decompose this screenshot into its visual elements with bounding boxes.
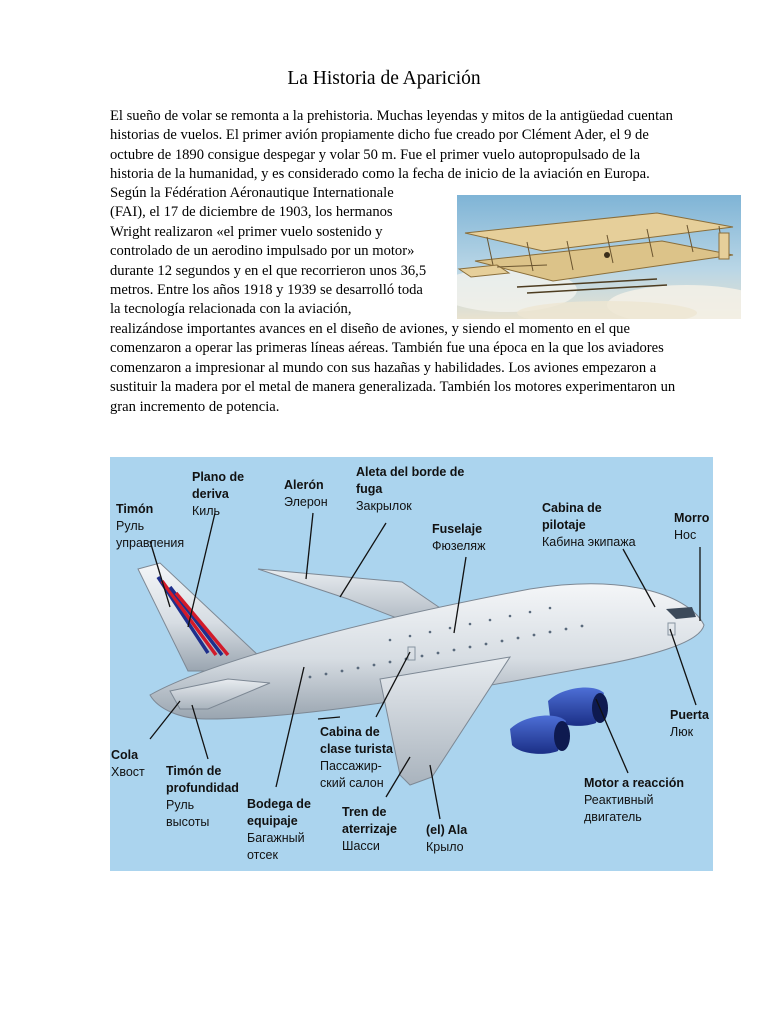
label-tren-spanish: aterrizaje [342, 822, 397, 836]
text-line: historias de vuelos. El primer avión propiamente dicho fue creado por Clément Ader, el 9 de [110, 127, 649, 144]
label-cabina-turista-spanish: Cabina de [320, 725, 380, 739]
label-timon-profundidad-russian: высоты [166, 815, 210, 829]
biplane-image [457, 195, 741, 319]
text-line: controlado de un aerodino impulsado por un motor» [110, 243, 415, 260]
text-line: Wright realizaron «el primer vuelo sostenido y [110, 223, 383, 240]
label-tren-russian: Шасси [342, 839, 380, 853]
label-tren-spanish: Tren de [342, 805, 387, 819]
paragraph-history [110, 320, 675, 417]
label-cabina-pilotaje-spanish: Cabina de [542, 501, 602, 515]
label-timon-profundidad-spanish: Timón de [166, 764, 222, 778]
label-timon-russian: управления [116, 536, 185, 550]
label-ala-spanish: (el) Ala [426, 823, 468, 837]
label-motor-russian: Реактивный [584, 793, 654, 807]
paragraph-intro [110, 107, 673, 185]
label-plano-deriva-spanish: Plano de [192, 470, 245, 484]
text-line: la tecnología relacionada con la aviación, [110, 301, 352, 318]
text-line: metros. Entre los años 1918 y 1939 se desarrolló toda [110, 282, 423, 299]
label-bodega-spanish: Bodega de [247, 797, 311, 811]
text-line: gran incremento de potencia. [110, 398, 280, 415]
label-timon-profundidad-spanish: profundidad [166, 781, 239, 795]
text-line: octubre de 1890 consigue despegar y volar 50 m. Fue el primer vuelo autopropulsado de la [110, 146, 641, 163]
label-cabina-pilotaje-spanish: pilotaje [542, 518, 586, 532]
label-fuselaje-spanish: Fuselaje [432, 522, 483, 536]
text-line: realizándose importantes avances en el diseño de aviones, y siendo el momento en el que [110, 321, 630, 337]
label-motor-spanish: Motor a reacción [584, 776, 685, 790]
text-line: (FAI), el 17 de diciembre de 1903, los hermanos [110, 204, 393, 221]
label-plano-deriva-spanish: deriva [192, 487, 229, 501]
label-puerta-russian: Люк [670, 725, 694, 739]
label-ala-russian: Крыло [426, 840, 464, 854]
label-timon-profundidad-russian: Руль [166, 798, 195, 812]
text-line: historia de la humanidad, y es considerado como la fecha de inicio de la aviación en Europa. [110, 166, 650, 183]
label-plano-deriva-russian: Киль [192, 504, 221, 518]
label-timon-spanish: Timón [116, 502, 154, 516]
text-line: comenzaron a operar las primeras líneas aéreas. También fue una época en la que los aviadores [110, 340, 664, 357]
text-line: El sueño de volar se remonta a la prehistoria. Muchas leyendas y mitos de la antigüedad cuentan [110, 108, 673, 124]
label-aleron-spanish: Alerón [284, 478, 324, 492]
text-line: comenzaron a impresionar al mundo con sus hazañas y habilidades. Los aviones empezaron a [110, 359, 657, 376]
label-cola-russian: Хвост [111, 765, 145, 779]
paragraph-wright [110, 184, 426, 320]
label-cola-spanish: Cola [111, 748, 139, 762]
label-morro-spanish: Morro [674, 511, 710, 525]
airplane-parts-diagram [110, 457, 713, 871]
label-bodega-russian: Багажный [247, 831, 305, 845]
label-morro-russian: Нос [674, 528, 697, 542]
label-aleta-spanish: Aleta del borde de [356, 465, 465, 479]
label-aleta-spanish: fuga [356, 482, 383, 496]
label-cabina-pilotaje-russian: Кабина экипажа [542, 535, 636, 549]
label-motor-russian: двигатель [584, 810, 642, 824]
text-line: durante 12 segundos y en el que recorrieron unos 36,5 [110, 262, 427, 279]
label-aleta-russian: Закрылок [356, 499, 412, 513]
text-line: sustituir la madera por el metal de manera generalizada. También los motores experimentaron un [110, 379, 676, 396]
page-title: La Historia de Aparición [287, 68, 481, 89]
label-fuselaje-russian: Фюзеляж [432, 539, 486, 553]
label-puerta-spanish: Puerta [670, 708, 709, 722]
text-line: Según la Fédération Aéronautique Internationale [110, 185, 394, 201]
label-cabina-turista-spanish: clase turista [320, 742, 393, 756]
label-bodega-spanish: equipaje [247, 814, 298, 828]
label-cabina-turista-russian: Пассажир- [320, 759, 382, 773]
label-aleron-russian: Элерон [284, 495, 328, 509]
label-timon-russian: Руль [116, 519, 145, 533]
label-bodega-russian: отсек [247, 848, 278, 862]
label-cabina-turista-russian: ский салон [320, 776, 384, 790]
